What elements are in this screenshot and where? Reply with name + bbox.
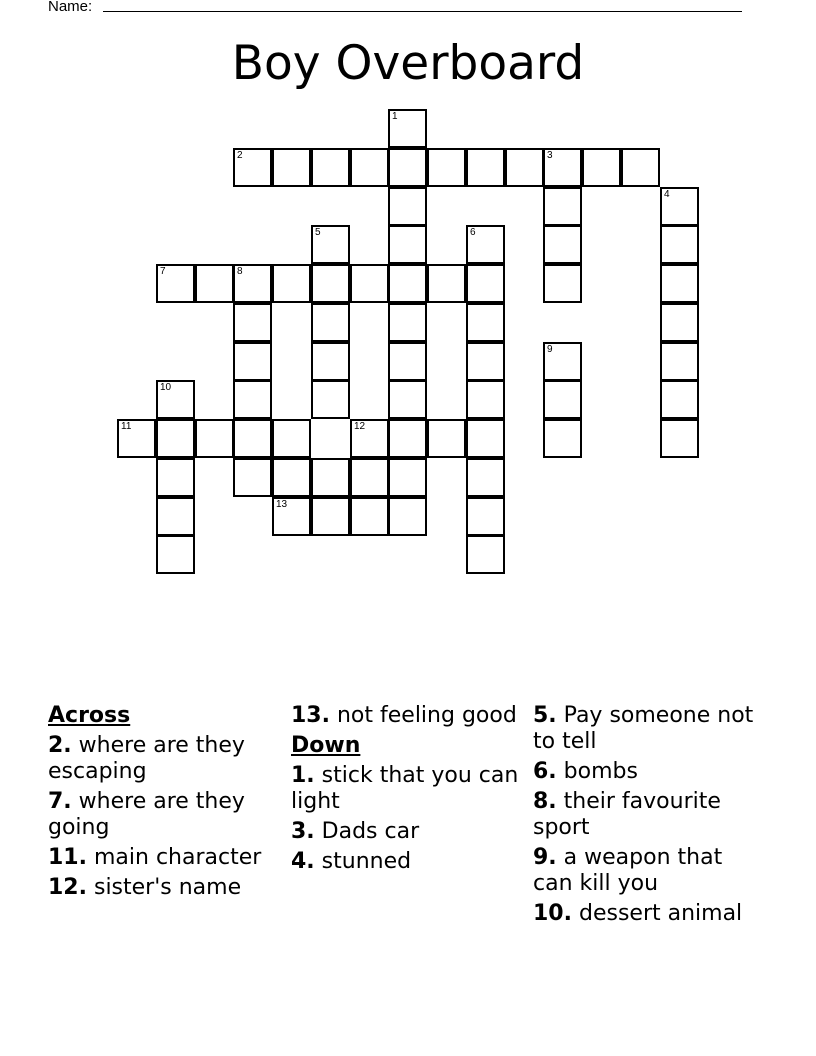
crossword-cell[interactable] (272, 497, 311, 536)
crossword-cell[interactable] (660, 380, 699, 419)
crossword-cell[interactable] (388, 187, 427, 226)
crossword-cell[interactable] (427, 264, 466, 303)
crossword-cell[interactable] (621, 148, 660, 187)
crossword-cell[interactable] (311, 264, 350, 303)
crossword-cell[interactable] (388, 148, 427, 187)
clue-down-5: 5. Pay someone not to tell (533, 703, 754, 754)
crossword-cell[interactable] (543, 419, 582, 458)
crossword-cell[interactable] (466, 264, 505, 303)
name-field[interactable] (48, 0, 744, 17)
clue-down-6: 6. bombs (533, 759, 638, 784)
crossword-cell[interactable] (660, 187, 699, 226)
crossword-cell[interactable] (543, 264, 582, 303)
crossword-cell[interactable] (272, 264, 311, 303)
crossword-cell[interactable] (311, 458, 350, 497)
cell-number: 6 (470, 227, 476, 238)
crossword-cell[interactable] (466, 342, 505, 381)
clue-across-7: 7. where are they going (48, 789, 245, 840)
crossword-cell[interactable] (311, 380, 350, 419)
crossword-cell[interactable] (156, 264, 195, 303)
cell-number: 7 (160, 266, 166, 277)
crossword-cell[interactable] (156, 535, 195, 574)
crossword-cell[interactable] (195, 419, 234, 458)
crossword-cell[interactable] (311, 303, 350, 342)
crossword-cell[interactable] (233, 148, 272, 187)
crossword-cell[interactable] (311, 497, 350, 536)
crossword-cell[interactable] (427, 419, 466, 458)
crossword-cell[interactable] (233, 419, 272, 458)
clue-across-12: 12. sister's name (48, 875, 242, 900)
name-underline[interactable] (103, 11, 742, 12)
cell-number: 12 (354, 421, 366, 432)
clue-across-11: 11. main character (48, 845, 262, 870)
crossword-cell[interactable] (388, 419, 427, 458)
crossword-cell[interactable] (388, 225, 427, 264)
crossword-cell[interactable] (466, 303, 505, 342)
crossword-cell[interactable] (233, 342, 272, 381)
crossword-cell[interactable] (156, 497, 195, 536)
clue-down-9: 9. a weapon that can kill you (533, 845, 723, 896)
crossword-cell[interactable] (660, 225, 699, 264)
cell-number: 4 (664, 189, 670, 200)
crossword-cell[interactable] (466, 458, 505, 497)
crossword-cell[interactable] (660, 419, 699, 458)
crossword-cell[interactable] (466, 225, 505, 264)
clue-column-1 (48, 703, 280, 905)
crossword-cell[interactable] (466, 535, 505, 574)
clue-across-2: 2. where are they escaping (48, 733, 245, 784)
crossword-cell[interactable] (388, 458, 427, 497)
clue-column-3 (533, 703, 765, 931)
crossword-cell[interactable] (311, 148, 350, 187)
crossword-cell[interactable] (117, 419, 156, 458)
crossword-cell[interactable] (388, 109, 427, 148)
crossword-cell[interactable] (660, 342, 699, 381)
cell-number: 1 (392, 111, 398, 122)
crossword-cell[interactable] (233, 458, 272, 497)
crossword-cell[interactable] (156, 380, 195, 419)
crossword-cell[interactable] (427, 148, 466, 187)
crossword-cell[interactable] (233, 380, 272, 419)
crossword-cell[interactable] (388, 303, 427, 342)
crossword-cell[interactable] (233, 264, 272, 303)
crossword-cell[interactable] (272, 458, 311, 497)
crossword-cell[interactable] (543, 148, 582, 187)
crossword-cell[interactable] (660, 303, 699, 342)
clue-across-13: 13. not feeling good (291, 703, 517, 728)
crossword-cell[interactable] (311, 342, 350, 381)
crossword-cell[interactable] (233, 303, 272, 342)
cell-number: 9 (547, 344, 553, 355)
crossword-cell[interactable] (505, 148, 544, 187)
name-label: Name: (48, 0, 93, 15)
clue-down-4: 4. stunned (291, 849, 412, 874)
crossword-cell[interactable] (466, 380, 505, 419)
clue-down-3: 3. Dads car (291, 819, 420, 844)
crossword-cell[interactable] (466, 148, 505, 187)
across-heading: Across (48, 703, 131, 728)
crossword-cell[interactable] (388, 497, 427, 536)
crossword-cell[interactable] (388, 342, 427, 381)
down-heading: Down (291, 733, 361, 758)
crossword-cell[interactable] (582, 148, 621, 187)
crossword-cell[interactable] (388, 264, 427, 303)
crossword-cell[interactable] (156, 419, 195, 458)
cell-number: 3 (547, 150, 553, 161)
crossword-cell[interactable] (350, 497, 389, 536)
crossword-cell[interactable] (195, 264, 234, 303)
crossword-cell[interactable] (543, 187, 582, 226)
crossword-cell[interactable] (466, 419, 505, 458)
clue-down-8: 8. their favourite sport (533, 789, 721, 840)
crossword-cell[interactable] (272, 148, 311, 187)
crossword-cell[interactable] (466, 497, 505, 536)
crossword-cell[interactable] (156, 458, 195, 497)
crossword-cell[interactable] (543, 342, 582, 381)
clue-column-2 (291, 703, 523, 879)
crossword-cell[interactable] (350, 458, 389, 497)
cell-number: 8 (237, 266, 243, 277)
cell-number: 11 (121, 421, 132, 432)
cell-number: 5 (315, 227, 321, 238)
clue-down-10: 10. dessert animal (533, 901, 743, 926)
crossword-cell[interactable] (543, 225, 582, 264)
cell-number: 13 (276, 499, 288, 510)
crossword-cell[interactable] (311, 225, 350, 264)
crossword-cell[interactable] (272, 419, 311, 458)
crossword-cell[interactable] (350, 264, 389, 303)
crossword-cell[interactable] (350, 148, 389, 187)
crossword-cell[interactable] (660, 264, 699, 303)
clue-down-1: 1. stick that you can light (291, 763, 519, 814)
crossword-cell[interactable] (543, 380, 582, 419)
crossword-cell[interactable] (350, 419, 389, 458)
page-title: Boy Overboard (231, 36, 585, 91)
cell-number: 2 (237, 150, 243, 161)
crossword-cell[interactable] (388, 380, 427, 419)
cell-number: 10 (160, 382, 172, 393)
